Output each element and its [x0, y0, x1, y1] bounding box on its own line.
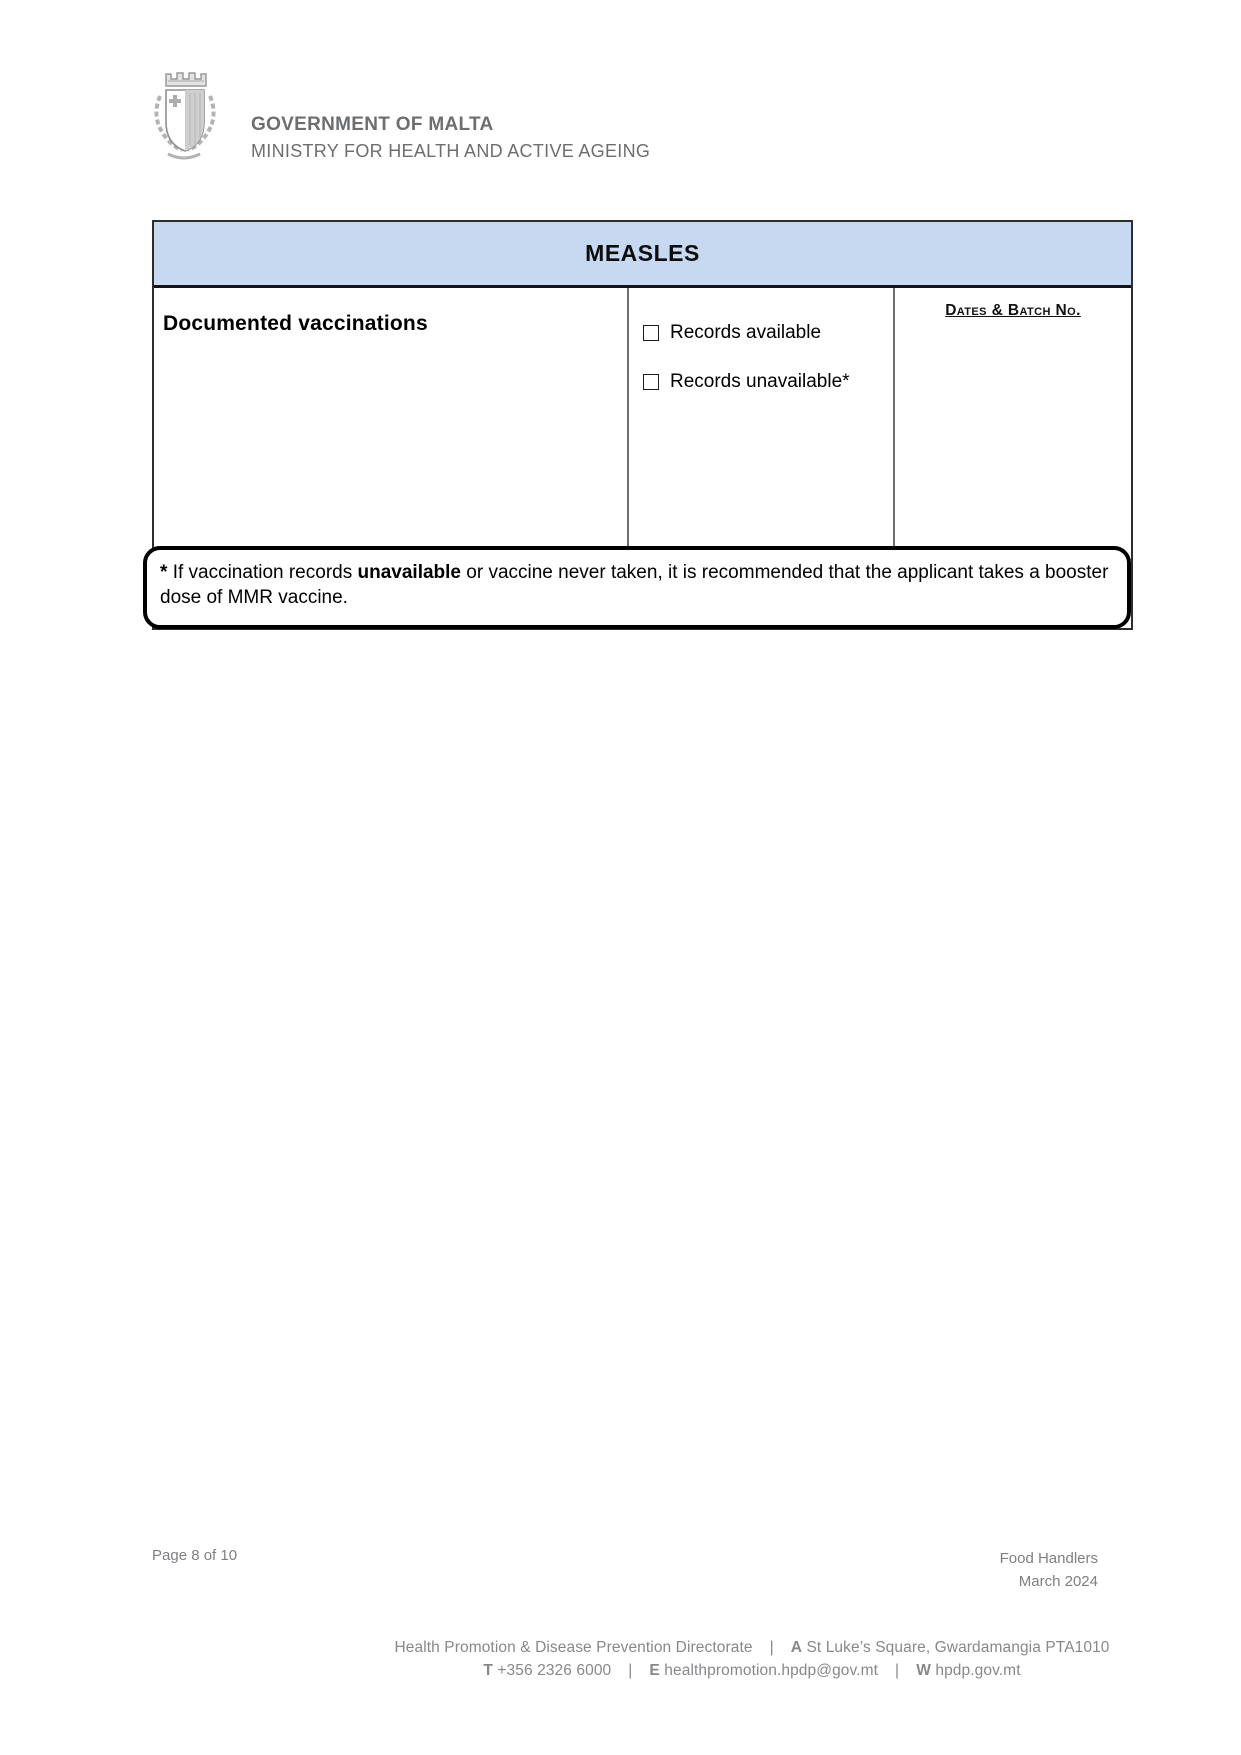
table-title-banner	[154, 222, 1131, 288]
document-name: Food Handlers	[999, 1550, 1098, 1567]
dates-batch-cell	[895, 288, 1131, 559]
web-label: W	[916, 1662, 931, 1679]
note-asterisk: *	[160, 562, 173, 583]
ministry-title: MINISTRY FOR HEALTH AND ACTIVE AGEING	[251, 141, 651, 161]
note-text-start: If vaccination records	[172, 562, 358, 583]
contact-line-2	[316, 1659, 1188, 1682]
directorate-name: Health Promotion & Disease Prevention Directorate	[394, 1639, 753, 1656]
note-text-end: or vaccine never taken, it is recommended that the applicant takes a booster dose of MMR vaccine.	[160, 562, 1109, 608]
records-available-label: Records available	[670, 322, 822, 343]
address-label: A	[790, 1639, 803, 1656]
header-text-block	[251, 114, 650, 162]
checkbox-unchecked-icon[interactable]	[643, 374, 659, 390]
email-label: E	[649, 1662, 660, 1679]
contact-line-1	[316, 1636, 1188, 1659]
document-info	[1000, 1547, 1098, 1593]
documented-vaccinations-cell	[154, 288, 629, 559]
address-text: St Luke’s Square, Gwardamangia PTA1010	[806, 1639, 1110, 1656]
government-title: GOVERNMENT OF MALTA	[251, 114, 494, 135]
booster-note-box	[143, 546, 1131, 629]
note-bold-word: unavailable	[357, 562, 461, 583]
phone-label: T	[483, 1662, 493, 1679]
separator: |	[628, 1662, 633, 1679]
malta-coat-of-arms-icon	[144, 66, 224, 168]
records-available-option[interactable]	[643, 322, 893, 344]
records-unavailable-label: Records unavailable*	[670, 371, 850, 392]
documented-vaccinations-label: Documented vaccinations	[163, 312, 428, 335]
records-unavailable-option[interactable]	[643, 371, 893, 393]
dates-batch-header: Dates & Batch No.	[945, 302, 1081, 319]
table-title: MEASLES	[585, 240, 700, 266]
table-row	[154, 288, 1131, 559]
separator: |	[895, 1662, 900, 1679]
records-options-cell	[629, 288, 895, 559]
web-address: hpdp.gov.mt	[935, 1662, 1021, 1679]
contact-footer	[316, 1636, 1188, 1682]
document-date: March 2024	[1018, 1573, 1098, 1590]
checkbox-unchecked-icon[interactable]	[643, 325, 659, 341]
email-address: healthpromotion.hpdp@gov.mt	[664, 1662, 879, 1679]
page-number: Page 8 of 10	[152, 1547, 238, 1564]
note-text	[160, 562, 1108, 608]
separator: |	[769, 1639, 774, 1656]
phone-number: +356 2326 6000	[497, 1662, 612, 1679]
